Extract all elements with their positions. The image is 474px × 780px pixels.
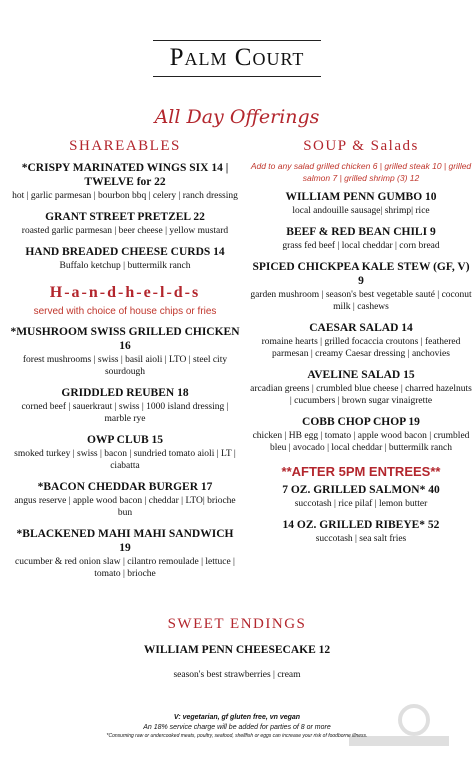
menu-title: All Day Offerings xyxy=(154,106,320,128)
item-name: *BACON CHEDDAR BURGER 17 xyxy=(37,481,213,493)
logo-bottom-rule xyxy=(153,76,321,77)
item-desc: romaine hearts | grilled focaccia croutons | feathered parmesan | creamy Caesar dressing | anchovies xyxy=(261,337,461,359)
item-desc: forest mushrooms | swiss | basil aioli | LTO | steel city sourdough xyxy=(22,355,228,377)
item-desc: succotash | sea salt fries xyxy=(315,534,407,544)
menu-item xyxy=(250,190,472,217)
sweet-endings-heading: SWEET ENDINGS xyxy=(167,616,307,632)
item-desc: garden mushroom | season's best vegetable sauté | coconut milk | cashews xyxy=(250,290,472,312)
item-name: BEEF & RED BEAN CHILI 9 xyxy=(286,226,436,238)
item-name: WILLIAM PENN CHEESECAKE 12 xyxy=(143,644,331,656)
item-desc: succotash | rice pilaf | lemon butter xyxy=(294,499,428,509)
item-name: 7 OZ. GRILLED SALMON* 40 xyxy=(282,484,440,496)
handhelds-subheading: served with choice of house chips or fries xyxy=(33,306,217,317)
item-name: SPICED CHICKPEA KALE STEW (GF, V) 9 xyxy=(252,261,470,287)
menu-item xyxy=(10,386,240,425)
item-name: *MUSHROOM SWISS GRILLED CHICKEN 16 xyxy=(10,326,240,352)
item-name: CAESAR SALAD 14 xyxy=(309,322,413,334)
menu-item xyxy=(250,321,472,360)
logo xyxy=(0,40,474,77)
item-desc: smoked turkey | swiss | bacon | sundried tomato aioli | LT | ciabatta xyxy=(14,449,236,471)
item-desc: cucumber & red onion slaw | cilantro remoulade | lettuce | tomato | brioche xyxy=(15,557,235,579)
item-desc: chicken | HB egg | tomato | apple wood bacon | crumbled bleu | avocado | local cheddar | buttermilk ranch xyxy=(252,431,470,453)
menu-item xyxy=(250,225,472,252)
item-desc: corned beef | sauerkraut | swiss | 1000 island dressing | marble rye xyxy=(21,402,229,424)
menu-item xyxy=(250,518,472,545)
item-name: GRANT STREET PRETZEL 22 xyxy=(45,211,205,223)
dietary-legend: V: vegetarian, gf gluten free, vn vegan xyxy=(173,714,301,721)
menu-item xyxy=(10,480,240,519)
item-name: AVELINE SALAD 15 xyxy=(307,369,415,381)
sweet-endings-section xyxy=(0,616,474,681)
handhelds-heading: H-a-n-d-h-e-l-d-s xyxy=(49,284,201,301)
soup-salads-heading: SOUP & Salads xyxy=(303,138,419,154)
menu-item xyxy=(10,161,240,202)
item-desc: local andouille sausage| shrimp| rice xyxy=(292,206,430,216)
service-charge-note: An 18% service charge will be added for parties of 8 or more xyxy=(143,724,331,731)
entrees-heading: **AFTER 5PM ENTREES** xyxy=(281,464,441,479)
item-name: *CRISPY MARINATED WINGS SIX 14 | TWELVE for 22 xyxy=(21,162,229,188)
menu-item xyxy=(10,433,240,472)
item-name: HAND BREADED CHEESE CURDS 14 xyxy=(25,246,225,258)
menu-item xyxy=(250,260,472,313)
logo-top-rule xyxy=(153,40,321,41)
item-name: *BLACKENED MAHI MAHI SANDWICH 19 xyxy=(16,528,234,554)
logo-text: Palm Court xyxy=(169,44,305,71)
menu-item xyxy=(250,415,472,454)
salad-addon-note: Add to any salad grilled chicken 6 | grilled steak 10 | grilled salmon 7 | grilled shrimp (3) 12 xyxy=(250,161,472,183)
consumption-warning: *Consuming raw or undercooked meats, poultry, seafood, shellfish or eggs can increase your risk of foodborne illness. xyxy=(106,733,368,739)
item-name: WILLIAM PENN GUMBO 10 xyxy=(285,191,437,203)
menu-item xyxy=(10,527,240,580)
item-desc: Buffalo ketchup | buttermilk ranch xyxy=(59,261,191,271)
menu-item xyxy=(10,245,240,272)
menu-item xyxy=(250,483,472,510)
item-desc: season's best strawberries | cream xyxy=(173,670,301,680)
right-column xyxy=(250,138,472,553)
item-name: OWP CLUB 15 xyxy=(86,434,164,446)
item-name: 14 OZ. GRILLED RIBEYE* 52 xyxy=(282,519,440,531)
left-column xyxy=(10,138,240,588)
menu-item xyxy=(10,210,240,237)
item-desc: angus reserve | apple wood bacon | cheddar | LTO| brioche bun xyxy=(14,496,236,518)
shareables-heading: SHAREABLES xyxy=(69,138,181,154)
item-desc: hot | garlic parmesan | bourbon bbq | celery | ranch dressing xyxy=(12,191,238,201)
item-desc: arcadian greens | crumbled blue cheese | charred hazelnuts | cucumbers | brown sugar vinaigrette xyxy=(250,384,472,406)
menu-item xyxy=(250,368,472,407)
footer xyxy=(0,714,474,739)
item-name: GRIDDLED REUBEN 18 xyxy=(61,387,189,399)
item-desc: grass fed beef | local cheddar | corn bread xyxy=(282,241,440,251)
item-name: COBB CHOP CHOP 19 xyxy=(302,416,420,428)
menu-item xyxy=(10,325,240,378)
item-desc: roasted garlic parmesan | beer cheese | yellow mustard xyxy=(21,226,229,236)
